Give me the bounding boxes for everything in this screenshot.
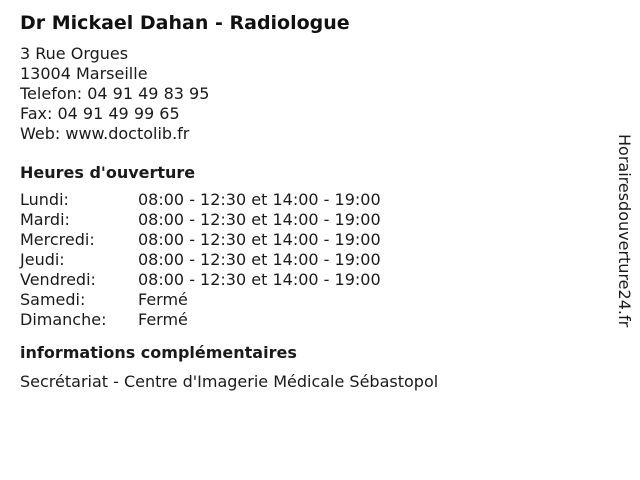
hours-row-monday: [20, 190, 590, 210]
day-label: Vendredi:: [20, 270, 96, 289]
hours-row-thursday: [20, 250, 590, 270]
hours-row-friday: [20, 270, 590, 290]
phone-number: Telefon: 04 91 49 83 95: [20, 84, 210, 103]
hours-heading: Heures d'ouverture: [20, 163, 196, 182]
page-title: Dr Mickael Dahan - Radiologue: [20, 12, 350, 34]
info-heading: informations complémentaires: [20, 343, 297, 362]
time-value: Fermé: [138, 290, 188, 309]
time-value: Fermé: [138, 310, 188, 329]
day-label: Mercredi:: [20, 230, 95, 249]
site-watermark: Horairesdouverture24.fr: [615, 134, 634, 328]
time-value: 08:00 - 12:30 et 14:00 - 19:00: [138, 270, 381, 289]
time-value: 08:00 - 12:30 et 14:00 - 19:00: [138, 230, 381, 249]
fax-number: Fax: 04 91 49 99 65: [20, 104, 180, 123]
time-value: 08:00 - 12:30 et 14:00 - 19:00: [138, 210, 381, 229]
hours-row-tuesday: [20, 210, 590, 230]
address-block: [20, 44, 590, 144]
day-label: Jeudi:: [20, 250, 65, 269]
day-label: Lundi:: [20, 190, 69, 209]
address-street: 3 Rue Orgues: [20, 44, 129, 63]
opening-hours-table: [20, 190, 590, 330]
address-city: 13004 Marseille: [20, 64, 148, 83]
hours-row-saturday: [20, 290, 590, 310]
time-value: 08:00 - 12:30 et 14:00 - 19:00: [138, 250, 381, 269]
day-label: Dimanche:: [20, 310, 107, 329]
time-value: 08:00 - 12:30 et 14:00 - 19:00: [138, 190, 381, 209]
business-card: [20, 10, 590, 392]
day-label: Mardi:: [20, 210, 70, 229]
hours-row-sunday: [20, 310, 590, 330]
day-label: Samedi:: [20, 290, 86, 309]
info-text: Secrétariat - Centre d'Imagerie Médicale Sébastopol: [20, 372, 439, 391]
website: Web: www.doctolib.fr: [20, 124, 190, 143]
hours-row-wednesday: [20, 230, 590, 250]
